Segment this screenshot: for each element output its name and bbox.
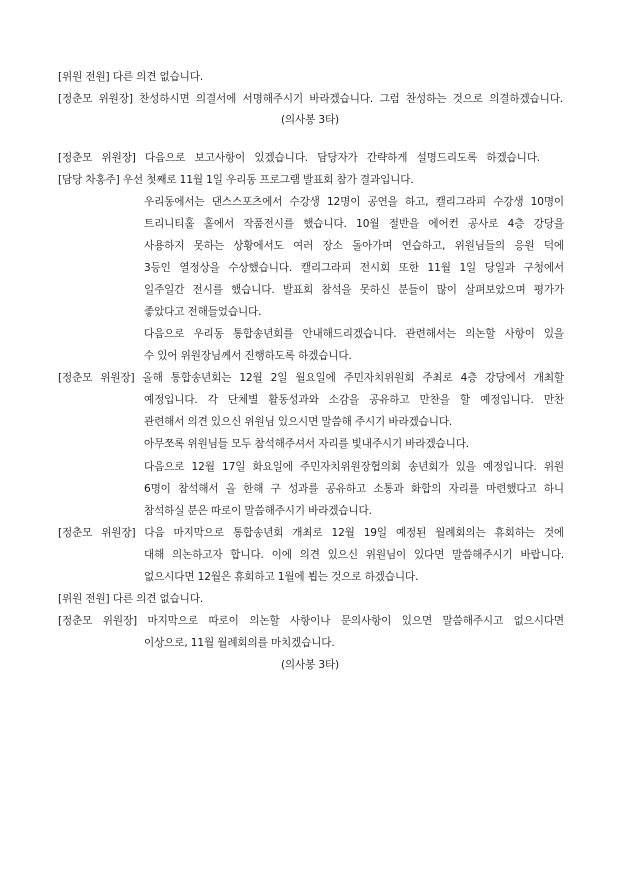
text-line: 이상으로, 11월 월례회의를 마치겠습니다. xyxy=(144,637,335,649)
text-line: 없으시다면 12월은 휴회하고 1월에 뵙는 것으로 하겠습니다. xyxy=(144,571,419,583)
text-line: [위원 전원] 다른 의견 없습니다. xyxy=(58,593,204,605)
text-line: 트리니티홀 홀에서 작품전시를 했습니다. 10월 절반을 에어컨 공사로 4층 강당을 xyxy=(144,218,564,230)
gavel-note: (의사봉 3타) xyxy=(280,114,340,126)
text-line: 일주일간 전시를 했습니다. 발표회 참석을 못하신 분들이 많이 살펴보았으며 평가가 xyxy=(144,284,564,296)
text-line: [담당 차홍주] 우선 첫째로 11월 1일 우리동 프로그램 발표회 참가 결과입니다. xyxy=(58,174,414,186)
text-line: 수 있어 위원장님께서 진행하도록 하겠습니다. xyxy=(144,350,352,362)
text-line: [정춘모 위원장] 찬성하시면 의결서에 서명해주시기 바라겠습니다. 그럼 찬성하는 것으로 의결하겠습니다. xyxy=(58,93,563,105)
text-line: 아무쪼록 위원님들 모두 참석해주셔서 자리를 빛내주시기 바라겠습니다. xyxy=(144,438,470,450)
gavel-note: (의사봉 3타) xyxy=(280,659,340,671)
text-line: 사용하지 못하는 상황에서도 여러 장소 돌아가며 연습하고, 위원님들의 응원 덕에 xyxy=(144,240,564,252)
text-line: 우리동에서는 댄스스포츠에서 수강생 12명이 공연을 하고, 캘리그라피 수강생 10명이 xyxy=(144,196,564,208)
text-line: 대해 의논하고자 합니다. 이에 의견 있으신 위원님이 있다면 말씀해주시기 바랍니다. xyxy=(144,549,564,561)
text-line: 6명이 참석해서 올 한해 구 성과를 공유하고 소통과 화합의 자리를 마련했다고 하니 xyxy=(144,483,564,495)
text-line: 참석하실 분은 따로이 말씀해주시기 바라겠습니다. xyxy=(144,505,372,517)
text-line: 예정입니다. 각 단체별 활동성과와 소감을 공유하고 만찬을 할 예정입니다. 만찬 xyxy=(144,394,564,406)
text-line: [위원 전원] 다른 의견 없습니다. xyxy=(58,71,204,83)
text-line: [정춘모 위원장] 마지막으로 따로이 의논할 사항이나 문의사항이 있으면 말씀해주시고 없으시다면 xyxy=(58,615,564,627)
text-line: 좋았다고 전해들었습니다. xyxy=(144,306,262,318)
text-line: 다음으로 우리동 통합송년회를 안내해드리겠습니다. 관련해서는 의논할 사항이 있을 xyxy=(144,328,564,340)
text-line: 관련해서 의견 있으신 위원님 있으시면 말씀해 주시기 바라겠습니다. xyxy=(144,416,453,428)
text-line: 다음으로 12월 17일 화요일에 주민자치위원장협의회 송년회가 있을 예정입니다. 위원 xyxy=(144,461,564,473)
text-line: [정춘모 위원장] 다음으로 보고사항이 있겠습니다. 담당자가 간략하게 설명드리도록 하겠습니다. xyxy=(58,152,540,164)
text-line: [정춘모 위원장] 올해 통합송년회는 12월 2일 월요일에 주민자치위원회 주최로 4층 강당에서 개최할 xyxy=(58,372,564,384)
text-line: 3등인 열정상을 수상했습니다. 캘리그라피 전시회 또한 11월 1일 당일과 구청에서 xyxy=(144,262,564,274)
text-line: [정춘모 위원장] 다음 마지막으로 통합송년회 개최로 12월 19일 예정된 월례회의는 휴회하는 것에 xyxy=(58,527,564,539)
